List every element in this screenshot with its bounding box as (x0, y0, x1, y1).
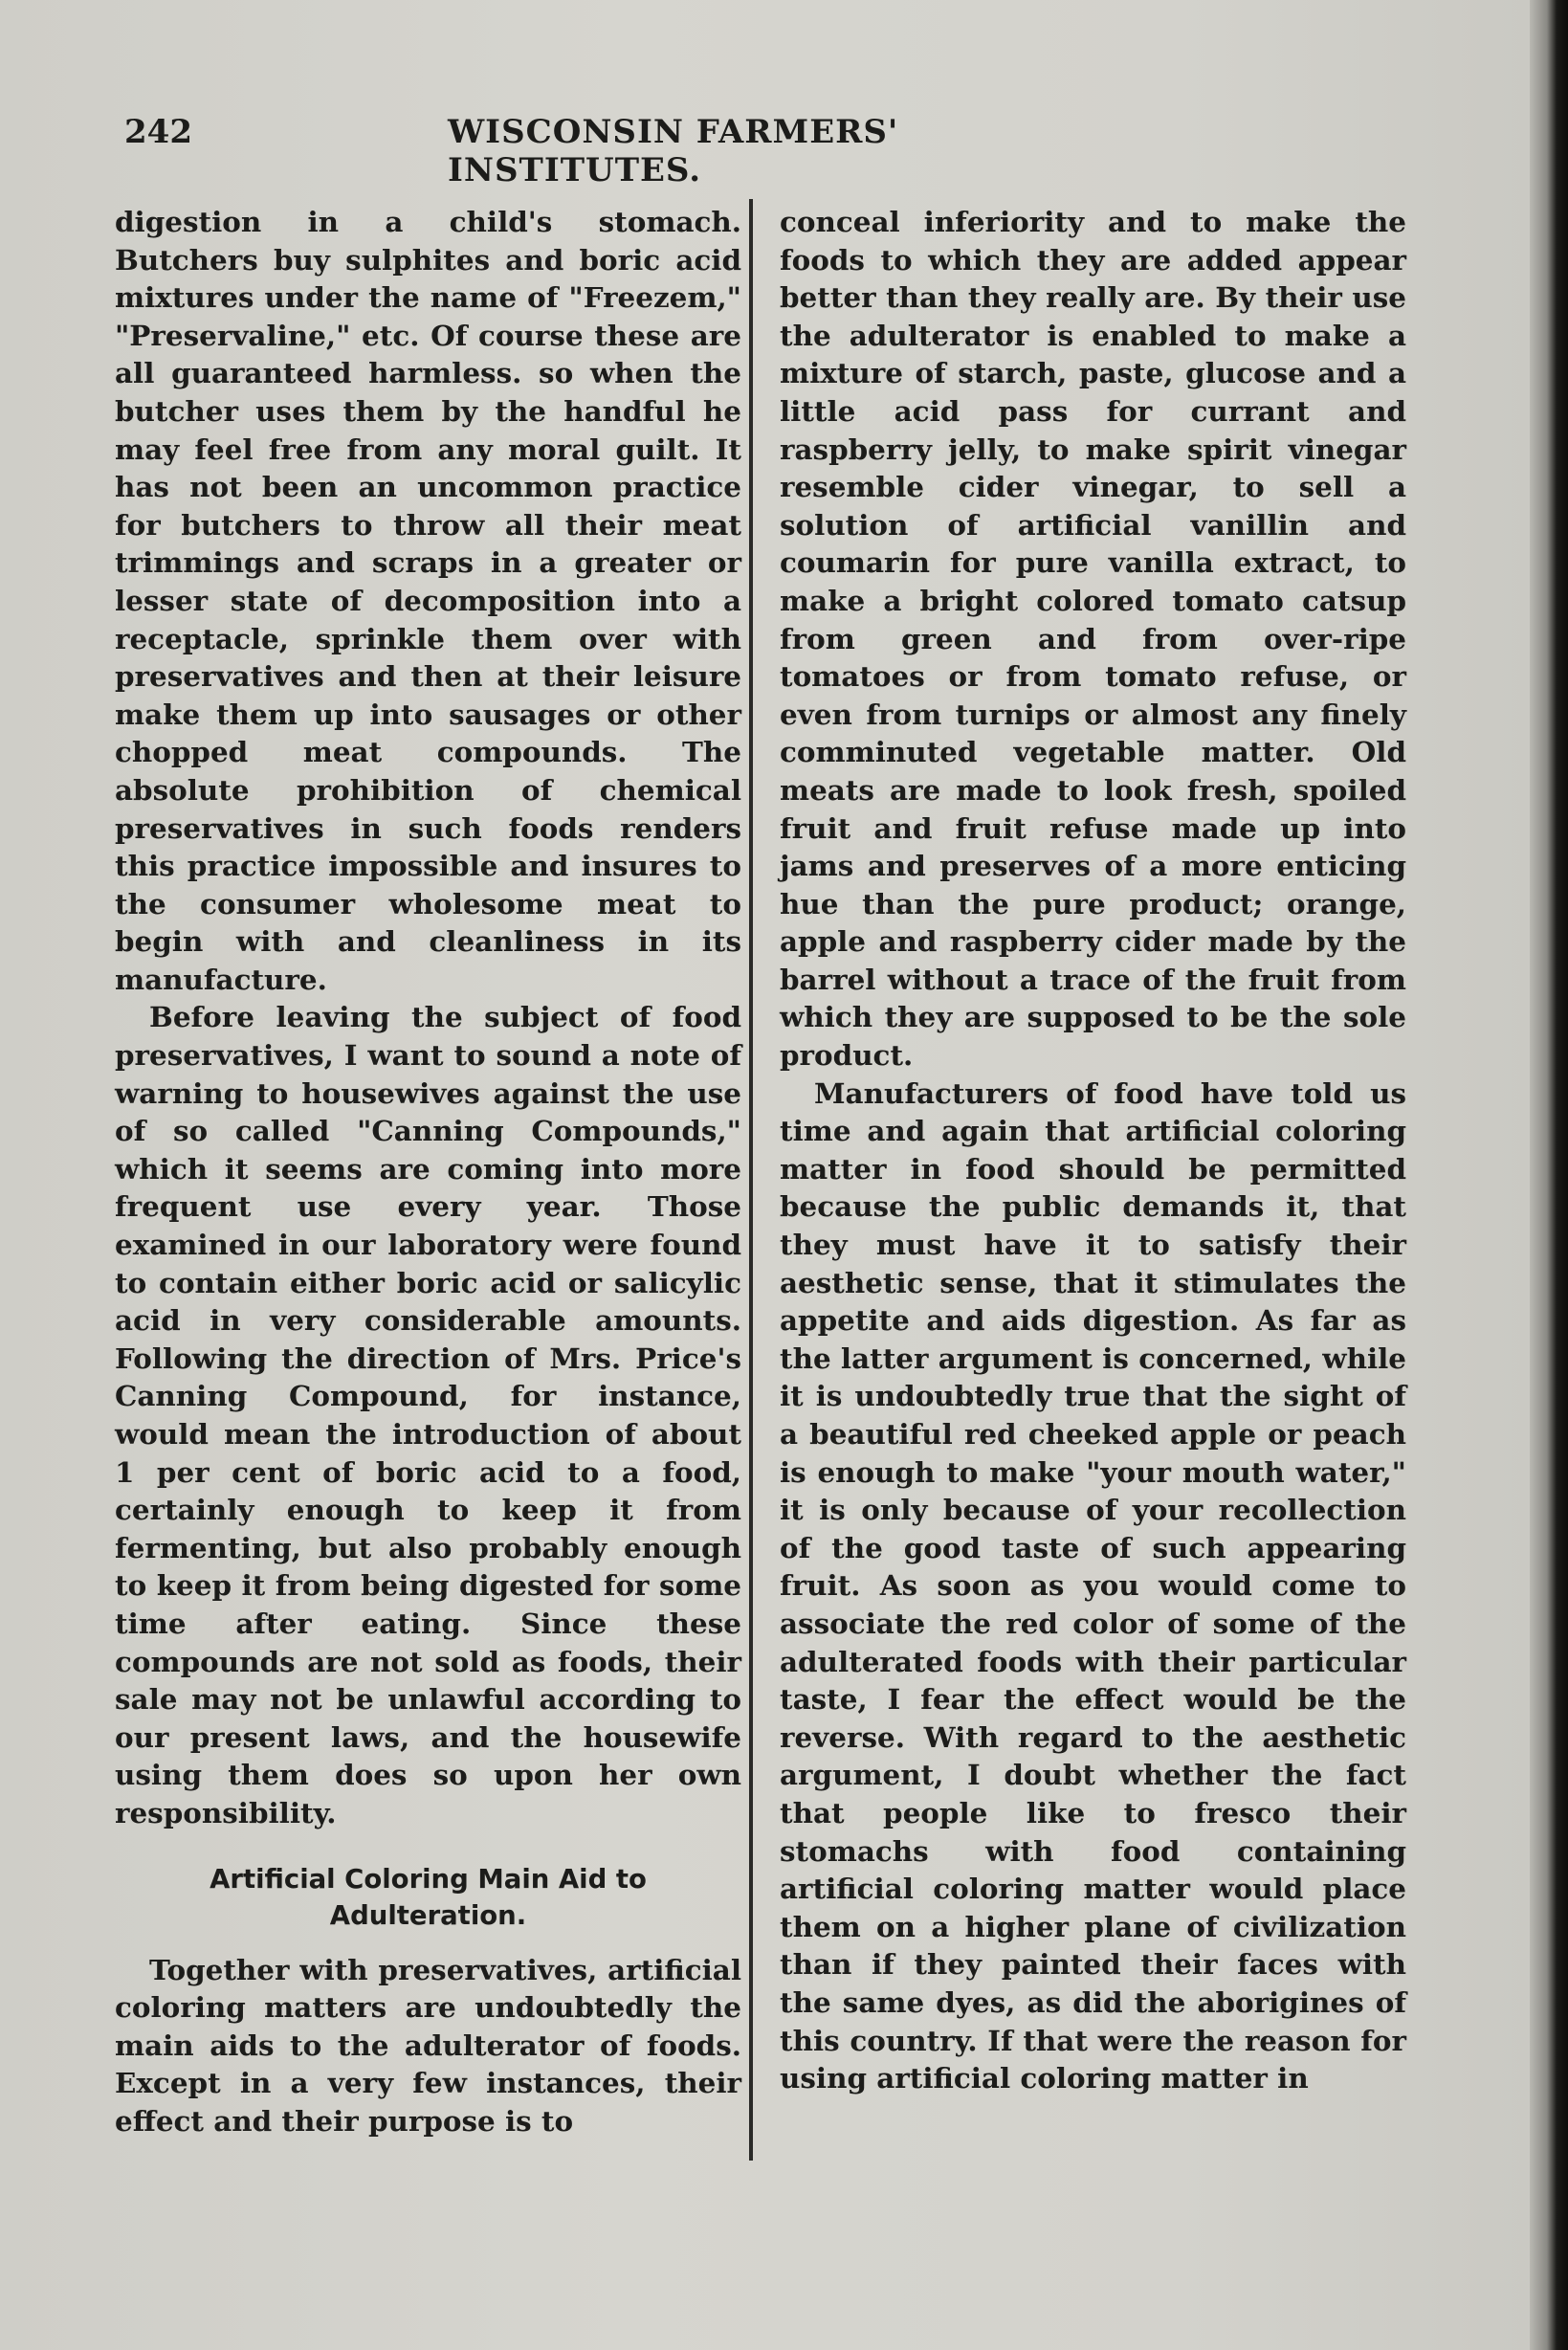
left-column (115, 203, 741, 2140)
section-heading: Artificial Coloring Main Aid to Adulteration. (210, 1863, 647, 1931)
right-paragraph-2: Manufacturers of food have told us time and again that artificial coloring matter in food should be permitted because the public demands it, that they must have it to satisfy their aesthetic sense, that it stimulates the appetite and aids digestion. As far as the latter argument is concerned, while it is undoubtedly true that the sight of a beautiful red cheeked apple or peach is enough to make "your mouth water," it is only because of your recollection of the good taste of such appearing fruit. As soon as you would come to associate the red color of some of the adulterated foods with their particular taste, I fear the effect would be the reverse. With regard to the aesthetic argument, I doubt whether the fact that people like to fresco their stomachs with food containing artificial coloring matter would place them on a higher plane of civilization than if they painted their faces with the same dyes, as did the aborigines of this country. If that were the reason for using artificial coloring matter in (780, 1075, 1406, 2095)
page-binding-edge (1530, 0, 1568, 2350)
column-divider (749, 199, 753, 2161)
right-paragraph-1: conceal inferiority and to make the foods to which they are added appear better than they really are. By their use the adulterator is enabled to make a mixture of starch, paste, glucose and a little acid pass for currant and raspberry jelly, to make spirit vinegar resemble cider vinegar, to sell a solution of artificial vanillin and coumarin for pure vanilla extract, to make a bright colored tomato catsup from green and from over-ripe tomatoes or from tomato refuse, or even from turnips or almost any finely comminuted vegetable matter. Old meats are made to look fresh, spoiled fruit and fruit refuse made up into jams and preserves of a more enticing hue than the pure product; orange, apple and raspberry cider made by the barrel without a trace of the fruit from which they are supposed to be the sole product. (780, 205, 1406, 1073)
right-column (780, 203, 1406, 2097)
left-paragraph-1: digestion in a child's stomach. Butchers buy sulphites and boric acid mixtures under the name of "Freezem," "Preservaline," etc. Of course these are all guaranteed harmless. so when the butcher uses them by the handful he may feel free from any moral guilt. It has not been an uncommon practice for butchers to throw all their meat trimmings and scraps in a greater or lesser state of decomposition into a receptacle, sprinkle them over with preservatives and then at their leisure make them up into sausages or other chopped meat compounds. The absolute prohibition of chemical preservatives in such foods renders this practice impossible and insures to the consumer wholesome meat to begin with and cleanliness in its manufacture. (115, 205, 741, 996)
page-header (124, 113, 1119, 189)
page-number: 242 (124, 113, 192, 151)
left-paragraph-3: Together with preservatives, artificial coloring matters are undoubtedly the main aids to the adulterator of foods. Except in a very few instances, their effect and their purpose is to (115, 1952, 741, 2138)
left-paragraph-2: Before leaving the subject of food preservatives, I want to sound a note of warning to housewives against the use of so called "Canning Compounds," which it seems are coming into more frequent use every year. Those examined in our laboratory were found to contain either boric acid or salicylic acid in very considerable amounts. Following the direction of Mrs. Price's Canning Compound, for instance, would mean the introduction of about 1 per cent of boric acid to a food, certainly enough to keep it from fermenting, but also probably enough to keep it from being digested for some time after eating. Since these compounds are not sold as foods, their sale may not be unlawful according to our present laws, and the housewife using them does so upon her own responsibility. (115, 1000, 741, 1829)
running-head: WISCONSIN FARMERS' INSTITUTES. (448, 113, 899, 189)
